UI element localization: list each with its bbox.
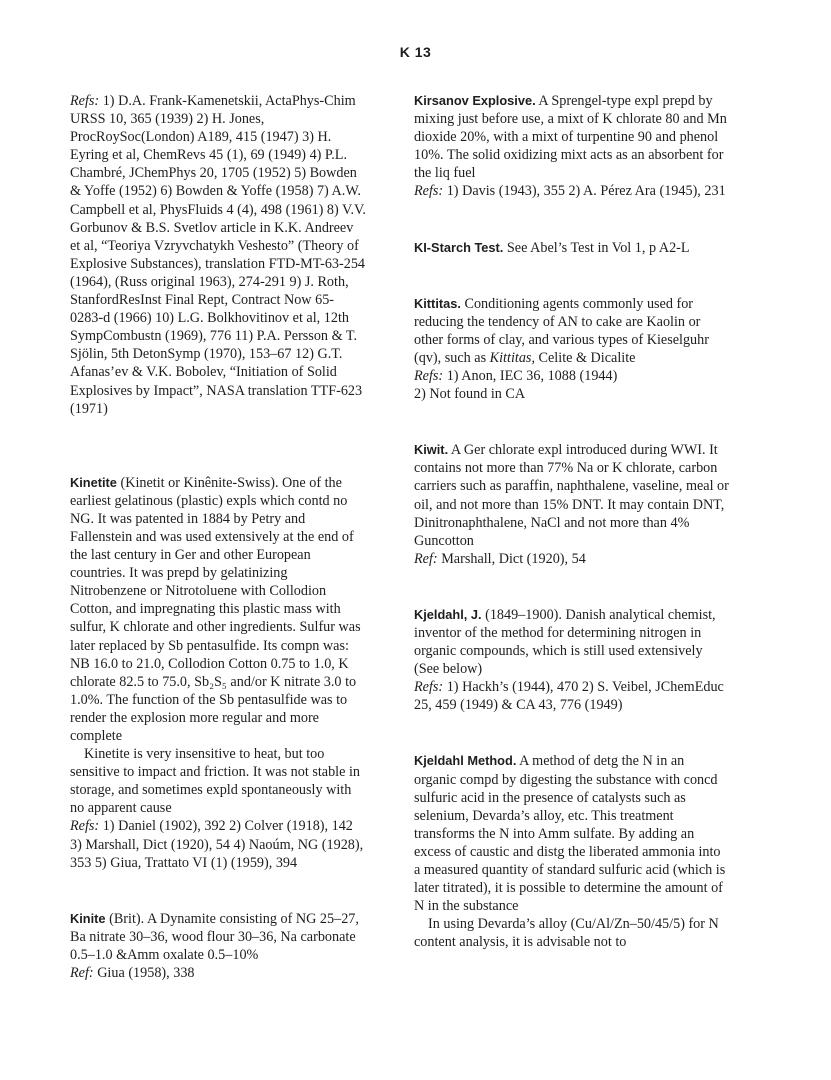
kinetite-paragraph-1 <box>70 474 366 745</box>
kinetite-headword: Kinetite <box>70 474 117 490</box>
kittitas-text-before: Conditioning agents commonly used for reducing the tendency of AN to cake are Kaolin or other forms of clay, and various types of Kieselguhr (qv), such as <box>414 295 709 366</box>
kjeldahl-j-headword: Kjeldahl, J. <box>414 606 482 622</box>
kiwit-ref <box>414 550 730 568</box>
kinetite-text: (Kinetit or Kinênite-Swiss). One of the earliest gelatinous (plastic) expls which contd no NG. It was patented in 1884 by Petry and Fallenstein and was used extensively at the end of the last century in Ger and other European countries. It was prepd by gelatinizing Nitrobenzene or Nitrotoluene with Collodion Cotton, and impregnating this plastic mass with sulfur, K chlorate and other ingredients. Sulfur was later replaced by Sb pentasulfide. Its compn was: NB 16.0 to 21.0, Collodion Cotton 0.75 to 1.0, K chlorate 82.5 to 75.0, Sb₂S₅ and/or K nitrate 3.0 to 1.0%. The function of the Sb pentasulfide was to render the explosion more regular and more complete <box>70 474 361 744</box>
kjeldahl-method-paragraph-2: In using Devarda’s alloy (Cu/Al/Zn–50/45/5) for N content analysis, it is advisable not to <box>414 916 719 951</box>
kjeldahl-method-paragraph-1 <box>414 752 730 915</box>
refs-label: Refs: <box>70 93 100 109</box>
kinetite-refs-label: Refs: <box>70 818 100 835</box>
ki-starch-text: See Abel’s Test in Vol 1, p A2-L <box>503 239 690 256</box>
entry-kinetite <box>70 474 366 872</box>
page-number: K 13 <box>399 44 432 60</box>
kiwit-ref-label: Ref: <box>414 550 438 567</box>
kirsanov-text: A Sprengel-type expl prepd by mixing just before use, a mixt of K chlorate 80 and Mn dioxide 20%, with a mixt of turpentine 90 and phenol 10%. The solid oxidizing mixt acts as an absorbent for the liq fuel <box>414 93 727 182</box>
kirsanov-paragraph <box>414 92 730 182</box>
kittitas-headword: Kittitas. <box>414 295 461 311</box>
kirsanov-refs <box>414 182 730 200</box>
kiwit-text: A Ger chlorate expl introduced during WWI. It contains not more than 77% Na or K chlorate, carbon carriers such as paraffin, naphthalene, vaseline, meal or oil, and not more than 15% DNT. It may contain DNT, Dinitronaphthalene, NaCl and not more than 4% Guncotton <box>414 442 729 549</box>
kittitas-text-after: Celite & Dicalite <box>535 349 636 366</box>
entry-kiwit <box>414 441 730 568</box>
kittitas-refs-text: 1) Anon, IEC 36, 1088 (1944) <box>443 368 618 385</box>
ki-starch-headword: KI-Starch Test. <box>414 239 504 255</box>
kjeldahl-j-paragraph <box>414 606 730 678</box>
refs-entry <box>70 92 366 418</box>
kittitas-refs <box>414 367 730 385</box>
kiwit-headword: Kiwit. <box>414 442 449 458</box>
refs-paragraph <box>70 92 366 418</box>
kittitas-paragraph <box>414 295 730 367</box>
ki-starch-paragraph <box>414 239 730 257</box>
kittitas-refs-label: Refs: <box>414 368 444 385</box>
kinite-ref-label: Ref: <box>70 965 94 982</box>
right-column <box>414 92 730 951</box>
kinetite-refs <box>70 817 366 871</box>
refs-text: 1) D.A. Frank-Kamenetskii, ActaPhys-Chim URSS 10, 365 (1939) 2) H. Jones, ProcRoySoc(London) A189, 415 (1947) 3) H. Eyring et al, ChemRevs 45 (1), 69 (1949) 4) P.L. Chambré, JChemPhys 20, 1705 (1952) 5) Bowden & Yoffe (1952) 6) Bowden & Yoffe (1958) 7) A.W. Campbell et al, PhysFluids 4 (4), 498 (1961) 8) V.V. Gorbunov & B.S. Svetlov article in K.K. Andreev et al, “Teoriya Vzryvchatykh Veshesto” (Theory of Explosive Substances), translation FTD-MT-63-254 (1964), (Russ original 1963), 274-291 9) J. Roth, StanfordResInst Final Rept, Contract Now 65-0283-d (1966) 10) L.G. Bolkhovitinov et al, 12th SympCombustn (1969), 776 11) P.A. Persson & T. Sjölin, 5th DetonSymp (1970), 153–67 12) G.T. Afanas’ev & V.K. Bobolev, “Initiation of Solid Explosives by Impact”, NASA translation TTF-623 (1971) <box>70 93 366 417</box>
kittitas-refs-line-2: 2) Not found in CA <box>414 386 526 403</box>
kiwit-paragraph <box>414 441 730 550</box>
kinite-text: (Brit). A Dynamite consisting of NG 25–27, Ba nitrate 30–36, wood flour 30–36, Na carbonate 0.5–1.0 &Amm oxalate 0.5–10% <box>70 910 359 963</box>
kjeldahl-method-text: A method of detg the N in an organic compd by digesting the substance with concd sulfuric acid in the presence of catalysts such as selenium, Devarda’s alloy, etc. This treatment transforms the N into Amm sulfate. By adding an excess of caustic and distg the liberated ammonia into a measured quantity of standard sulfuric acid (which is later titrated), it is possible to determine the amount of N in the substance <box>414 753 726 915</box>
kirsanov-refs-text: 1) Davis (1943), 355 2) A. Pérez Ara (1945), 231 <box>443 183 726 200</box>
entry-kirsanov-explosive <box>414 92 730 201</box>
kiwit-ref-text: Marshall, Dict (1920), 54 <box>437 550 586 567</box>
kinetite-paragraph-2: Kinetite is very insensitive to heat, but too sensitive to impact and friction. It was not stable in storage, and sometimes expld spontaneously with no apparent cause <box>70 746 360 817</box>
entry-kittitas <box>414 295 730 404</box>
kinite-headword: Kinite <box>70 910 106 926</box>
kjeldahl-j-text: (1849–1900). Danish analytical chemist, inventor of the method for determining nitrogen in organic compounds, which is still used extensively (See below) <box>414 606 716 678</box>
kinetite-refs-text: 1) Daniel (1902), 392 2) Colver (1918), 142 3) Marshall, Dict (1920), 54 4) Naoúm, NG (1928), 353 5) Giua, Trattato VI (1) (1959), 394 <box>70 818 364 871</box>
kirsanov-headword: Kirsanov Explosive. <box>414 93 536 108</box>
entry-ki-starch-test <box>414 239 730 257</box>
left-column <box>70 92 366 982</box>
entry-kjeldahl-method <box>414 752 730 951</box>
kittitas-italic: Kittitas, <box>489 349 535 366</box>
kjeldahl-j-refs-text: 1) Hackh’s (1944), 470 2) S. Veibel, JChemEduc 25, 459 (1949) & CA 43, 776 (1949) <box>414 679 724 714</box>
kjeldahl-method-headword: Kjeldahl Method. <box>414 753 517 769</box>
kinite-ref <box>70 964 366 982</box>
kjeldahl-j-refs <box>414 678 730 714</box>
entry-kinite <box>70 910 366 982</box>
kirsanov-refs-label: Refs: <box>414 183 444 200</box>
kinite-ref-text: Giua (1958), 338 <box>93 965 195 982</box>
entry-kjeldahl-j <box>414 606 730 715</box>
kjeldahl-j-refs-label: Refs: <box>414 679 444 696</box>
kinite-paragraph <box>70 910 366 964</box>
